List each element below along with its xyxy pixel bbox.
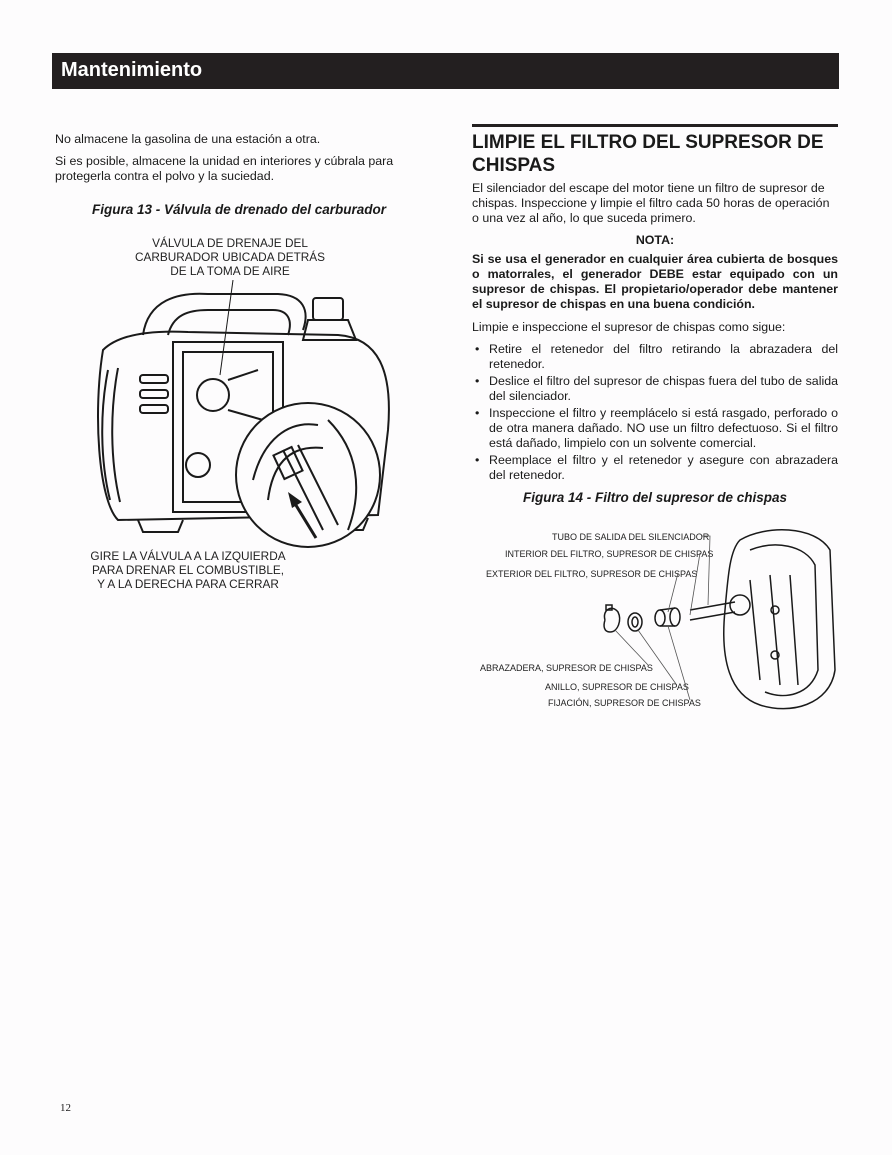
section-header-bar [52, 53, 839, 89]
step-item: • Retire el retenedor del filtro retirando la abrazadera del retenedor. [472, 342, 838, 372]
storage-paragraph-1: No almacene la gasolina de una estación a otra. [55, 132, 321, 146]
figure-14-caption: Figura 14 - Filtro del supresor de chispas [522, 490, 788, 505]
fig14-label-retainer: FIJACIÓN, SUPRESOR DE CHISPAS [548, 698, 701, 708]
figure-13-caption: Figura 13 - Válvula de drenado del carburador [91, 202, 387, 217]
fig14-label-clamp: ABRAZADERA, SUPRESOR DE CHISPAS [480, 663, 653, 673]
fig14-label-ring: ANILLO, SUPRESOR DE CHISPAS [545, 682, 689, 692]
figure-13-label-instructions: GIRE LA VÁLVULA A LA IZQUIERDA PARA DRENAR EL COMBUSTIBLE, Y A LA DERECHA PARA CERRAR [90, 549, 286, 591]
spark-arrestor-intro: El silenciador del escape del motor tiene un filtro de supresor de chispas. Inspeccione y limpie el filtro cada 50 horas de operación o una vez al año, lo que suceda primero. [472, 181, 830, 225]
step-item: • Deslice el filtro del supresor de chispas fuera del tubo de salida del silenciador. [472, 374, 838, 404]
note-text: Si se usa el generador en cualquier área cubierta de bosques o matorrales, el generador DEBE estar equipado con un supresor de chispas. El propietario/operador debe mantener el supresor de chispas en una buena condición. [472, 252, 838, 311]
spark-arrestor-title: LIMPIE EL FILTRO DEL SUPRESOR DE CHISPAS [472, 132, 824, 176]
steps-intro: Limpie e inspeccione el supresor de chispas como sigue: [472, 320, 786, 334]
figure-13-label-valve: VÁLVULA DE DRENAJE DEL CARBURADOR UBICADA DETRÁS DE LA TOMA DE AIRE [134, 236, 326, 278]
right-column [472, 181, 838, 485]
section-title: Mantenimiento [61, 59, 203, 81]
step-item: • Inspeccione el filtro y reemplácelo si está rasgado, perforado o de otra manera dañado. NO use un filtro defectuoso. Si el filtro está dañado, limpielo con un solvente comercial. [472, 406, 838, 451]
spark-arrestor-illustration [590, 520, 840, 720]
step-item: • Reemplace el filtro y el retenedor y asegure con abrazadera del retenedor. [472, 453, 838, 483]
generator-illustration [88, 280, 398, 555]
fig14-label-outlet-tube: TUBO DE SALIDA DEL SILENCIADOR [552, 532, 710, 542]
section-rule [472, 124, 838, 127]
note-title: NOTA: [635, 233, 675, 247]
left-column [55, 132, 423, 191]
fig14-label-outer-filter: EXTERIOR DEL FILTRO, SUPRESOR DE CHISPAS [486, 569, 698, 579]
page-number: 12 [60, 1102, 71, 1114]
steps-list [472, 342, 838, 483]
storage-paragraph-2: Si es posible, almacene la unidad en interiores y cúbrala para protegerla contra el polvo y la suciedad. [55, 154, 394, 183]
fig14-label-inner-filter: INTERIOR DEL FILTRO, SUPRESOR DE CHISPAS [505, 549, 714, 559]
